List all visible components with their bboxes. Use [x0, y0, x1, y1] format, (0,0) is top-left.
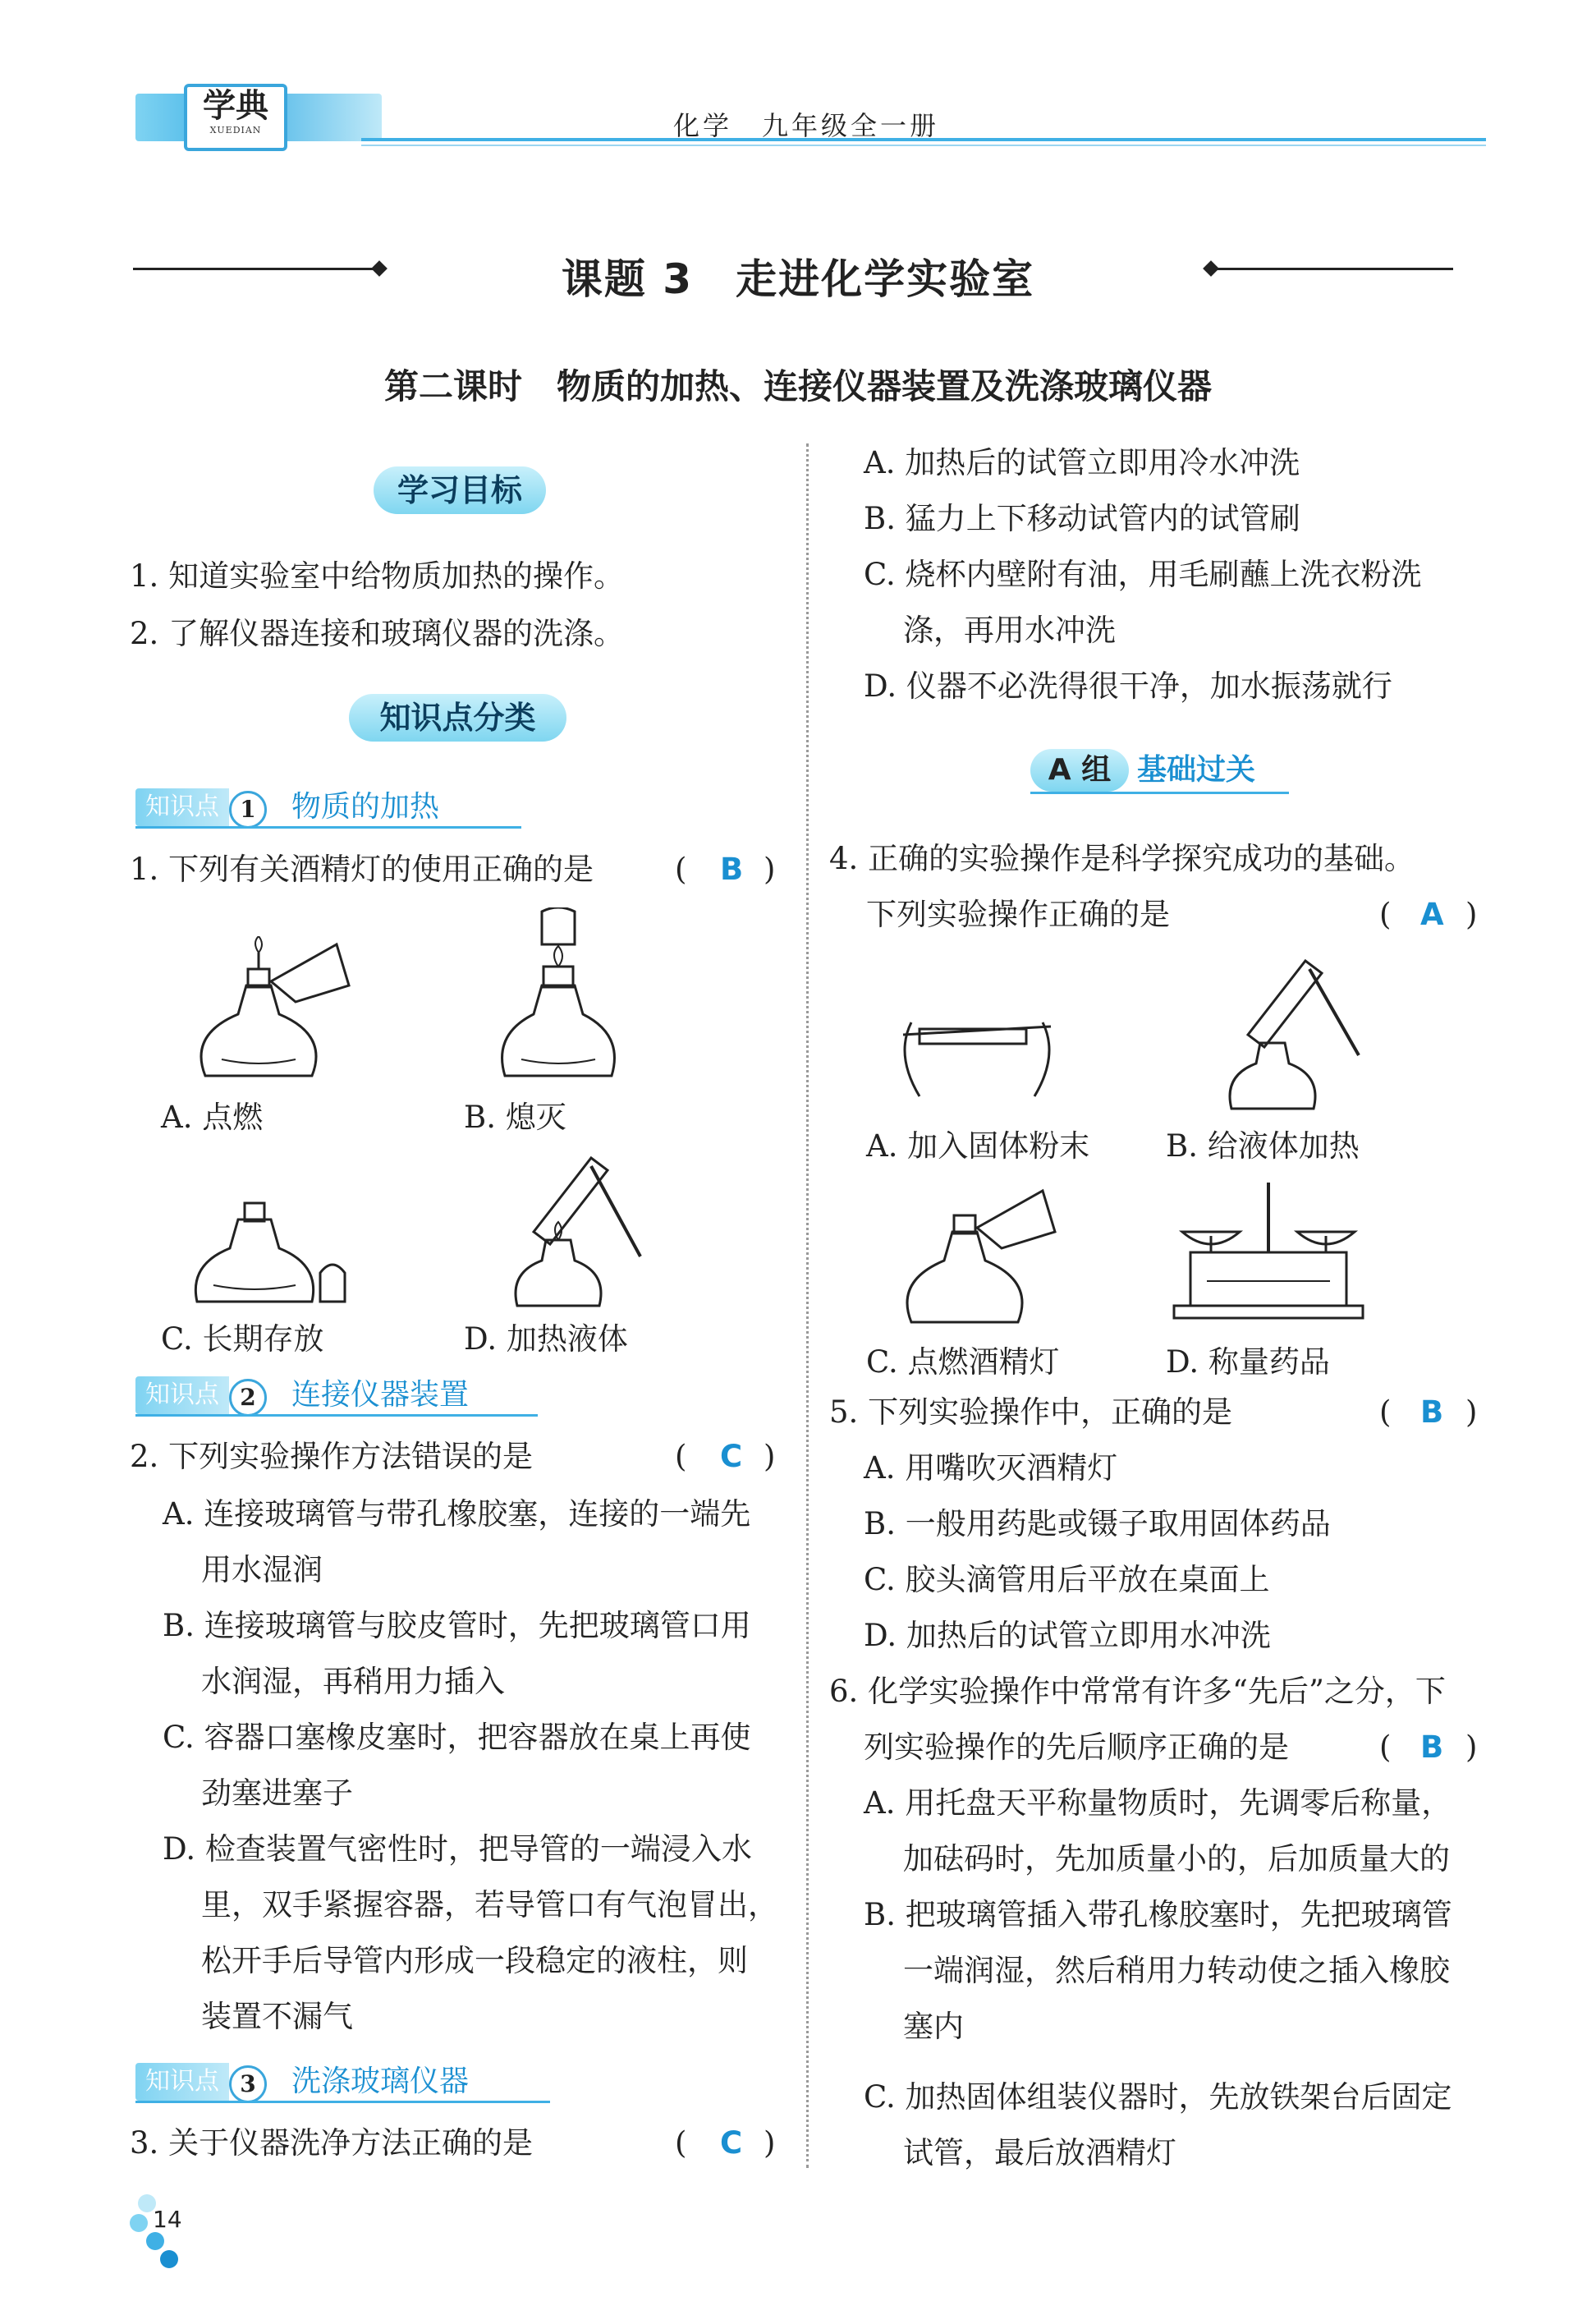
q6-line: B. 把玻璃管插入带孔橡胶塞时，先把玻璃管	[864, 1897, 1452, 1932]
goal-2: 2. 了解仪器连接和玻璃仪器的洗涤。	[130, 616, 625, 651]
knowledge-heading: 知识点分类	[349, 694, 566, 742]
q2-paren-left: (	[675, 1439, 687, 1474]
q4-stem-2: 下列实验操作正确的是	[866, 897, 1170, 932]
q4-paren-left: (	[1379, 897, 1392, 932]
q3-line: C. 烧杯内壁附有油，用毛刷蘸上洗衣粉洗	[864, 557, 1422, 592]
q2-line: 装置不漏气	[201, 1999, 353, 2034]
q6-paren-left: (	[1379, 1729, 1392, 1765]
q2-line: 用水湿润	[201, 1552, 323, 1587]
q2-line: 里，双手紧握容器，若导管口有气泡冒出，	[201, 1887, 778, 1922]
q1-stem: 1. 下列有关酒精灯的使用正确的是	[130, 852, 594, 887]
q5-paren-right: )	[1465, 1394, 1478, 1430]
kp3-number: 3	[229, 2065, 267, 2103]
column-divider	[806, 443, 809, 2168]
lamp-figure-c	[189, 1187, 353, 1310]
q1-caption-c: C. 长期存放	[161, 1321, 324, 1357]
q1-paren-left: (	[675, 852, 687, 887]
q3-answer: C	[720, 2125, 743, 2161]
q2-line: B. 连接玻璃管与胶皮管时，先把玻璃管口用	[163, 1608, 751, 1643]
kp1-tag	[135, 788, 439, 826]
q6-line: 塞内	[903, 2009, 964, 2044]
kp1-underline	[135, 826, 521, 829]
q3-line: D. 仪器不必洗得很干净，加水振荡就行	[864, 668, 1392, 704]
fig-adding-powder	[895, 1006, 1059, 1105]
q1-caption-b: B. 熄灭	[464, 1100, 566, 1135]
footer-dot	[130, 2214, 148, 2232]
q4-caption-a: A. 加入固体粉末	[866, 1128, 1090, 1164]
q6-line: 加砝码时，先加质量小的，后加质量大的	[903, 1841, 1450, 1876]
q6-stem-1: 6. 化学实验操作中常常有许多“先后”之分，下	[829, 1674, 1446, 1709]
q4-paren-right: )	[1465, 897, 1478, 932]
book-subject: 化学 九年级全一册	[673, 110, 940, 141]
q3-line: B. 猛力上下移动试管内的试管刷	[864, 501, 1300, 536]
kp3-label: 知识点	[135, 2063, 229, 2101]
q2-line: 松开手后导管内形成一段稳定的液柱，则	[201, 1943, 748, 1978]
goals-heading: 学习目标	[374, 466, 546, 514]
q5-line: C. 胶头滴管用后平放在桌面上	[864, 1562, 1270, 1597]
q3-line: A. 加热后的试管立即用冷水冲洗	[864, 445, 1300, 480]
q5-stem: 5. 下列实验操作中，正确的是	[829, 1394, 1233, 1430]
q2-line: C. 容器口塞橡皮塞时，把容器放在桌上再使	[163, 1720, 751, 1755]
lamp-figure-a	[189, 936, 353, 1084]
kp3-tag	[135, 2063, 469, 2101]
lamp-figure-d	[501, 1150, 649, 1314]
q1-caption-a: A. 点燃	[161, 1100, 264, 1135]
q6-line: 一端润湿，然后稍用力转动使之插入橡胶	[903, 1953, 1450, 1988]
q2-line: A. 连接玻璃管与带孔橡胶塞，连接的一端先	[163, 1496, 751, 1532]
fig-heating-liquid	[1215, 953, 1371, 1117]
q6-stem-2: 列实验操作的先后顺序正确的是	[864, 1729, 1289, 1765]
group-a-tag: A 组	[1030, 749, 1129, 792]
footer-dot	[146, 2232, 164, 2250]
lesson-subtitle: 第二课时 物质的加热、连接仪器装置及洗涤玻璃仪器	[383, 366, 1212, 407]
q2-paren-right: )	[764, 1439, 776, 1474]
header-rule-thin	[361, 145, 1486, 146]
q6-answer: B	[1420, 1729, 1444, 1765]
q2-line: 劲塞进塞子	[201, 1775, 353, 1811]
kp3-underline	[135, 2101, 550, 2103]
footer-dot	[160, 2250, 178, 2268]
q3-stem: 3. 关于仪器洗净方法正确的是	[130, 2125, 534, 2161]
q4-caption-c: C. 点燃酒精灯	[866, 1344, 1060, 1380]
q5-paren-left: (	[1379, 1394, 1392, 1430]
q1-answer: B	[720, 852, 744, 887]
kp2-label: 知识点	[135, 1376, 229, 1414]
kp3-text: 洗涤玻璃仪器	[291, 2065, 470, 2098]
group-a-underline	[1030, 792, 1289, 794]
q3-line: 涤，再用水冲洗	[903, 613, 1116, 648]
logo-en: XUEDIAN	[209, 125, 262, 136]
kp2-number: 2	[229, 1379, 267, 1417]
q5-line: A. 用嘴吹灭酒精灯	[864, 1450, 1118, 1486]
q5-line: D. 加热后的试管立即用水冲洗	[864, 1618, 1271, 1653]
lesson-title: 课题 3 走进化学实验室	[561, 255, 1035, 303]
kp2-tag	[135, 1376, 469, 1414]
q6-paren-right: )	[1465, 1729, 1478, 1765]
q3-paren-right: )	[764, 2125, 776, 2161]
kp1-number: 1	[229, 791, 267, 829]
group-a-text: 基础过关	[1137, 753, 1256, 787]
kp1-label: 知识点	[135, 788, 229, 826]
q4-stem-1: 4. 正确的实验操作是科学探究成功的基础。	[829, 841, 1415, 876]
q4-answer: A	[1420, 897, 1444, 932]
page-number: 14	[153, 2206, 182, 2233]
kp2-text: 连接仪器装置	[291, 1378, 470, 1412]
q4-caption-d: D. 称量药品	[1166, 1344, 1330, 1380]
q6-line: A. 用托盘天平称量物质时，先调零后称量，	[864, 1785, 1452, 1821]
kp2-underline	[135, 1414, 538, 1417]
goal-1: 1. 知道实验室中给物质加热的操作。	[130, 558, 625, 594]
kp1-text: 物质的加热	[291, 790, 440, 824]
q4-caption-b: B. 给液体加热	[1166, 1128, 1360, 1164]
q1-caption-d: D. 加热液体	[464, 1321, 628, 1357]
lamp-figure-b	[493, 907, 624, 1084]
q6-line: 试管，最后放酒精灯	[903, 2135, 1176, 2170]
q2-stem: 2. 下列实验操作方法错误的是	[130, 1439, 534, 1474]
fig-balance	[1166, 1174, 1371, 1322]
q2-line: D. 检查装置气密性时，把导管的一端浸入水	[163, 1831, 752, 1867]
q6-line: C. 加热固体组装仪器时，先放铁架台后固定	[864, 2079, 1452, 2115]
logo-cn: 学典	[203, 86, 268, 125]
q5-answer: B	[1420, 1394, 1444, 1430]
q5-line: B. 一般用药匙或镊子取用固体药品	[864, 1506, 1331, 1541]
publisher-logo	[184, 84, 287, 151]
q2-answer: C	[720, 1439, 743, 1474]
q2-line: 水润湿，再稍用力插入	[201, 1664, 505, 1699]
fig-lighting-lamp	[895, 1187, 1059, 1326]
q3-paren-left: (	[675, 2125, 687, 2161]
q1-paren-right: )	[764, 852, 776, 887]
